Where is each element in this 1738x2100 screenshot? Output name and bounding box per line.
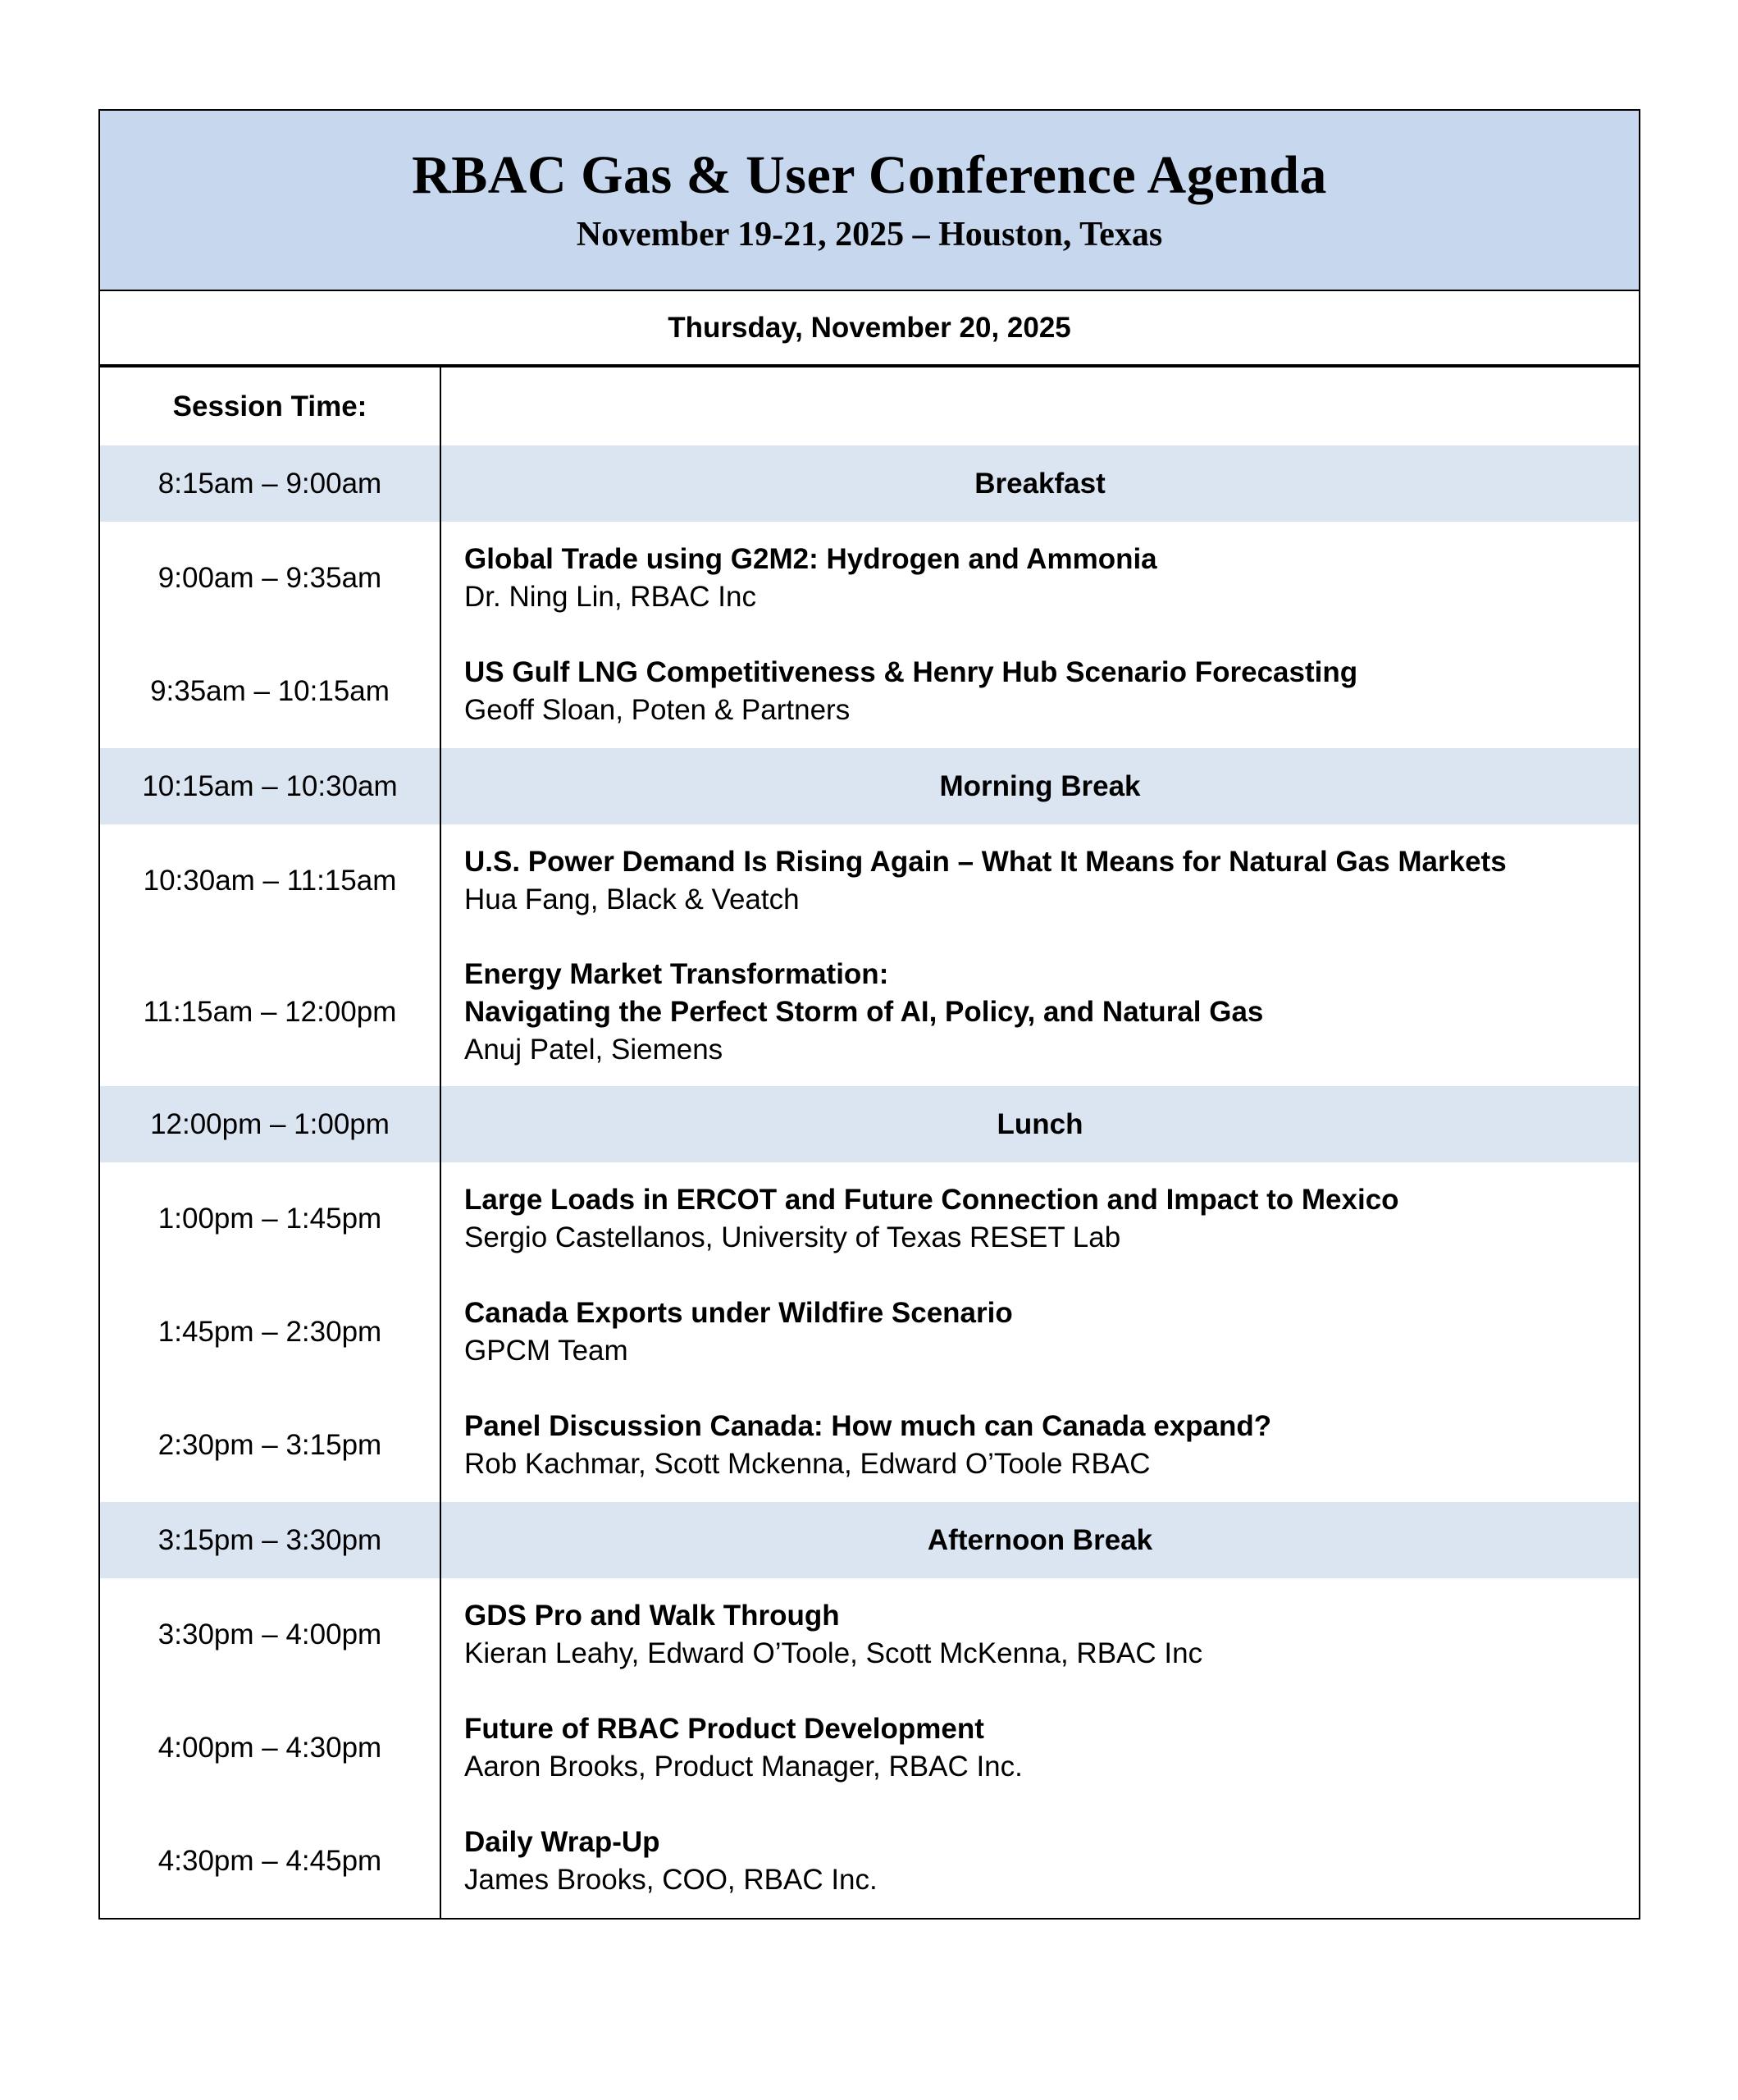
session-content-cell — [440, 1162, 1639, 1276]
agenda-banner — [100, 111, 1639, 291]
session-title: Panel Discussion Canada: How much can Canada expand? — [464, 1410, 1272, 1442]
session-time-cell — [100, 748, 440, 824]
session-row — [100, 1389, 1639, 1502]
session-title: Canada Exports under Wildfire Scenario — [464, 1297, 1013, 1329]
session-time: 11:15am – 12:00pm — [143, 995, 397, 1028]
session-content-cell — [440, 938, 1639, 1086]
session-time-cell — [100, 824, 440, 938]
session-time: 9:00am – 9:35am — [157, 562, 382, 594]
session-row — [100, 522, 1639, 635]
session-row — [100, 938, 1639, 1086]
break-row — [100, 1086, 1639, 1162]
column-header-row — [100, 368, 1639, 445]
session-time-cell — [100, 1389, 440, 1502]
session-content-header-cell — [440, 368, 1639, 445]
session-time-cell — [100, 1578, 440, 1691]
session-time-cell — [100, 1691, 440, 1805]
session-content-cell — [440, 522, 1639, 635]
session-row — [100, 1162, 1639, 1276]
session-time: 10:15am – 10:30am — [142, 769, 398, 802]
agenda-table — [98, 109, 1640, 1920]
session-content-cell — [440, 1578, 1639, 1691]
session-content-cell — [440, 1691, 1639, 1805]
break-label: Lunch — [997, 1107, 1083, 1140]
session-time-cell — [100, 1276, 440, 1389]
session-time-cell — [100, 938, 440, 1086]
session-speaker: Sergio Castellanos, University of Texas RESET Lab — [464, 1221, 1121, 1253]
session-time-header-label: Session Time: — [172, 390, 367, 422]
session-content-cell — [440, 1805, 1639, 1918]
session-time: 3:30pm – 4:00pm — [157, 1618, 382, 1650]
session-content-cell — [440, 1389, 1639, 1502]
break-label: Afternoon Break — [927, 1523, 1153, 1556]
session-title: Global Trade using G2M2: Hydrogen and Ammonia — [464, 543, 1157, 575]
session-speaker: Aaron Brooks, Product Manager, RBAC Inc. — [464, 1751, 1023, 1783]
session-time: 1:45pm – 2:30pm — [157, 1316, 382, 1348]
session-time-cell — [100, 1805, 440, 1918]
conference-title: RBAC Gas & User Conference Agenda — [412, 145, 1327, 205]
session-title: Future of RBAC Product Development — [464, 1713, 984, 1745]
session-time: 1:00pm – 1:45pm — [157, 1203, 382, 1235]
session-time-cell — [100, 445, 440, 522]
session-speaker: James Brooks, COO, RBAC Inc. — [464, 1864, 878, 1896]
session-row — [100, 1691, 1639, 1805]
session-title: US Gulf LNG Competitiveness & Henry Hub Scenario Forecasting — [464, 656, 1358, 688]
break-label-cell — [440, 445, 1639, 522]
break-label-cell — [440, 1086, 1639, 1162]
session-speaker: Anuj Patel, Siemens — [464, 1033, 723, 1066]
session-time-cell — [100, 1162, 440, 1276]
session-row — [100, 1805, 1639, 1918]
break-label-cell — [440, 748, 1639, 824]
session-speaker: Geoff Sloan, Poten & Partners — [464, 694, 851, 726]
session-speaker: Dr. Ning Lin, RBAC Inc — [464, 581, 756, 613]
session-speaker: Rob Kachmar, Scott Mckenna, Edward O’Toole RBAC — [464, 1448, 1151, 1480]
session-content-cell — [440, 824, 1639, 938]
session-time: 4:30pm – 4:45pm — [157, 1845, 382, 1877]
session-title: Energy Market Transformation: — [464, 957, 889, 990]
conference-dates-location: November 19-21, 2025 – Houston, Texas — [576, 216, 1163, 253]
session-title: Large Loads in ERCOT and Future Connection and Impact to Mexico — [464, 1184, 1399, 1216]
session-time: 2:30pm – 3:15pm — [157, 1429, 382, 1461]
break-label-cell — [440, 1502, 1639, 1578]
session-row — [100, 635, 1639, 748]
session-speaker: GPCM Team — [464, 1335, 628, 1367]
session-row — [100, 824, 1639, 938]
agenda-rows — [100, 445, 1639, 1918]
session-title: GDS Pro and Walk Through — [464, 1600, 840, 1632]
session-time: 12:00pm – 1:00pm — [150, 1107, 390, 1140]
session-time: 10:30am – 11:15am — [143, 865, 397, 897]
session-time-cell — [100, 1086, 440, 1162]
session-time: 8:15am – 9:00am — [157, 467, 382, 500]
session-speaker: Kieran Leahy, Edward O’Toole, Scott McKenna, RBAC Inc — [464, 1637, 1203, 1669]
session-time: 4:00pm – 4:30pm — [157, 1732, 382, 1764]
session-content-cell — [440, 635, 1639, 748]
session-title: Navigating the Perfect Storm of AI, Policy, and Natural Gas — [464, 995, 1264, 1028]
session-time-cell — [100, 522, 440, 635]
break-label: Breakfast — [974, 467, 1106, 500]
session-row — [100, 1578, 1639, 1691]
session-title: U.S. Power Demand Is Rising Again – What It Means for Natural Gas Markets — [464, 846, 1507, 878]
session-content-cell — [440, 1276, 1639, 1389]
session-title: Daily Wrap-Up — [464, 1826, 660, 1858]
break-label: Morning Break — [939, 769, 1141, 802]
session-speaker: Hua Fang, Black & Veatch — [464, 883, 800, 915]
session-row — [100, 1276, 1639, 1389]
break-row — [100, 1502, 1639, 1578]
day-header — [100, 291, 1639, 368]
break-row — [100, 445, 1639, 522]
day-header-label: Thursday, November 20, 2025 — [668, 311, 1071, 344]
session-time: 3:15pm – 3:30pm — [157, 1523, 382, 1556]
session-time-cell — [100, 1502, 440, 1578]
session-time: 9:35am – 10:15am — [150, 675, 390, 707]
session-time-cell — [100, 635, 440, 748]
session-time-header-cell — [100, 368, 440, 445]
break-row — [100, 748, 1639, 824]
